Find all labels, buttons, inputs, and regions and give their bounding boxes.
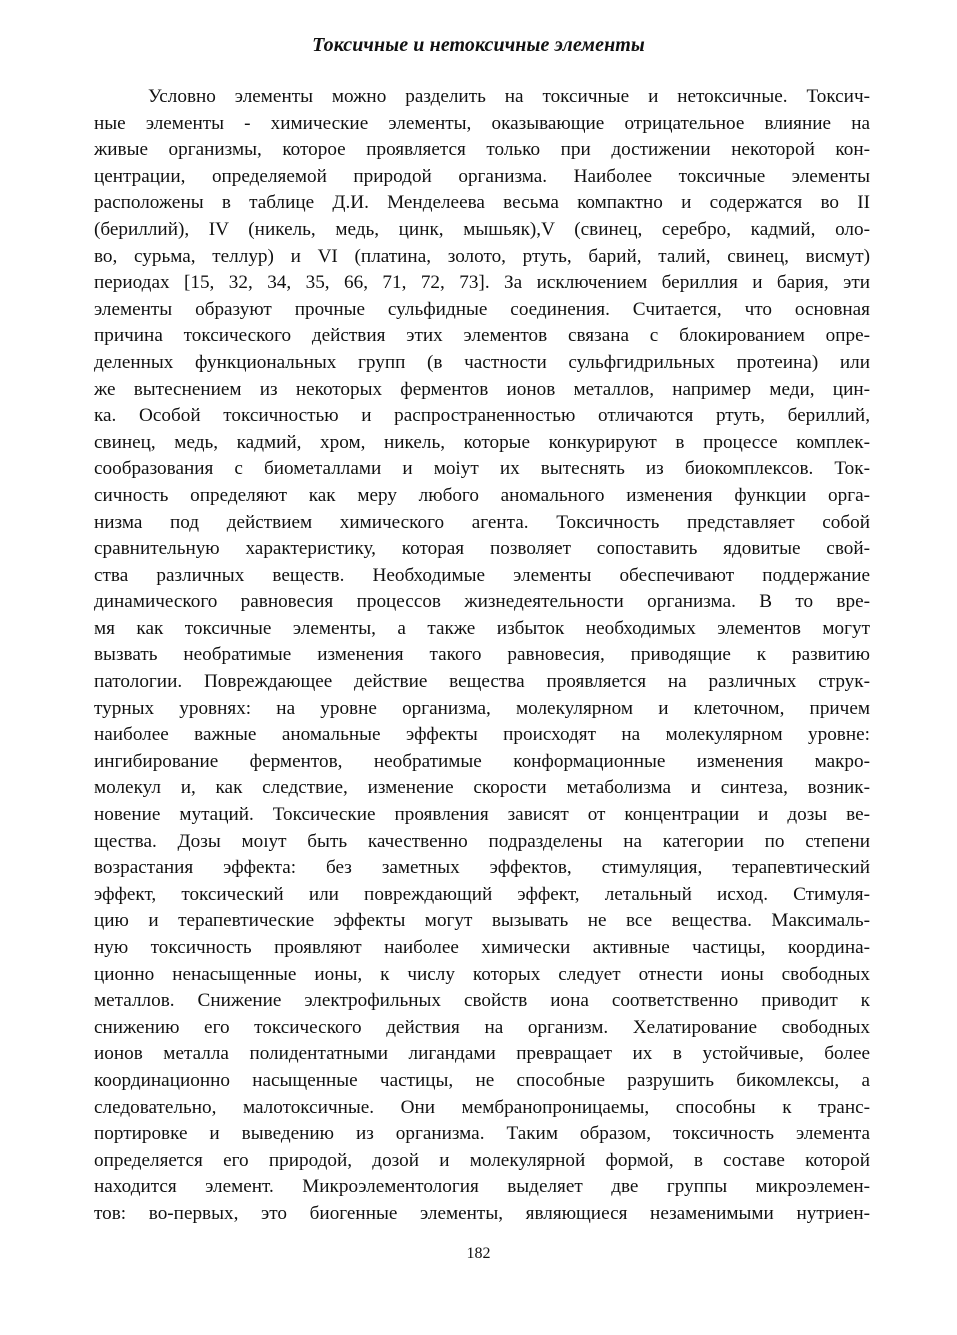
text-line: периодах [15, 32, 34, 35, 66, 71, 72, 73]. За исключением бериллия и бария, эти (94, 272, 870, 294)
text-line: патологии. Повреждающее действие вещества проявляется на различных струк- (94, 671, 870, 693)
text-line: расположены в таблице Д.И. Менделеева весьма компактно и содержатся во II (94, 192, 870, 214)
text-line: портировке и выведению из организма. Таким образом, токсичность элемента (94, 1123, 870, 1145)
text-line: определяется его природой, дозой и молекулярной формой, в составе которой (94, 1149, 870, 1171)
text-line: сравнительную характеристику, которая позволяет сопоставить ядовитые свой- (94, 538, 870, 560)
text-line: свинец, медь, кадмий, хром, никель, которые конкурируют в процессе комплек- (94, 431, 870, 453)
text-line: мя как токсичные элементы, а также избыток необходимых элементов могут (94, 617, 870, 639)
text-line: молекул и, как следствие, изменение скорости метаболизма и синтеза, возник- (94, 777, 870, 799)
text-line: цию и терапевтические эффекты могут вызывать не все вещества. Максималь- (94, 910, 870, 932)
text-line: возрастания эффекта: без заметных эффектов, стимуляция, терапевтический (94, 857, 870, 879)
text-line: металлов. Снижение электрофильных свойств иона соответственно приводит к (94, 990, 870, 1012)
text-line: ка. Особой токсичностью и распространенностью отличаются ртуть, бериллий, (94, 405, 870, 427)
text-line: ные элементы - химические элементы, оказывающие отрицательное влияние на (94, 112, 870, 134)
text-line: тов: во-первых, это биогенные элементы, являющиеся незаменимыми нутриен- (94, 1202, 870, 1224)
text-line: элементы образуют прочные сульфидные соединения. Считается, что основная (94, 298, 870, 320)
text-line: находится элемент. Микроэлементология выделяет две группы микроэлемен- (94, 1176, 870, 1198)
text-line: наиболее важные аномальные эффекты происходят на молекулярном уровне: (94, 724, 870, 746)
text-line: вызвать необратимые изменения такого равновесия, приводящие к развитию (94, 644, 870, 666)
text-line: новение мутаций. Токсические проявления зависят от концентрации и дозы ве- (94, 804, 870, 826)
text-line: (бериллий), IV (никель, медь, цинк, мышьяк),V (свинец, серебро, кадмий, оло- (94, 218, 870, 240)
text-line: причина токсического действия этих элементов связана с блокированием опре- (94, 325, 870, 347)
text-line: снижению его токсического действия на организм. Хелатирование свободных (94, 1016, 870, 1038)
text-line: ингибирование ферментов, необратимые конформационные изменения макро- (94, 750, 870, 772)
text-line: сичность определяют как меру любого аномального изменения функции орга- (94, 484, 870, 506)
text-line: же вытеснением из некоторых ферментов ионов металлов, например меди, цин- (94, 378, 870, 400)
text-line: ную токсичность проявляют наиболее химически активные частицы, координа- (94, 937, 870, 958)
text-line: живые организмы, которое проявляется только при достижении некоторой кон- (94, 139, 870, 161)
text-line: ионов металла полидентатными лигандами превращает их в устойчивые, более (94, 1043, 870, 1065)
text-line: следовательно, малотоксичные. Они мембранопроницаемы, способны к транс- (94, 1096, 870, 1118)
text-line: динамического равновесия процессов жизнедеятельности организма. В то вре- (94, 591, 870, 613)
text-line: эффект, токсический или повреждающий эффект, летальный исход. Стимуля- (94, 883, 870, 905)
text-line: сообразования с биометаллами и моiyт их вытеснять из биокомплексов. Ток- (94, 458, 870, 480)
text-line: ционно ненасыщенные ионы, к числу которых следует отнести ионы свободных (94, 963, 870, 985)
text-line: деленных функциональных групп (в частности сульфгидрильных протеина) или (94, 351, 870, 373)
text-line: Условно элементы можно разделить на токсичные и нетоксичные. Токсич- (148, 86, 870, 107)
text-line: ства различных веществ. Необходимые элементы обеспечивают поддержание (94, 564, 870, 586)
body-paragraph (94, 84, 870, 1228)
text-line: центрации, определяемой природой организма. Наиболее токсичные элементы (94, 165, 870, 187)
text-line: во, сурьма, теллур) и VI (платина, золото, ртуть, барий, талий, свинец, висмут) (94, 245, 870, 267)
page-title: Токсичные и нетоксичные элементы (312, 34, 645, 56)
text-line: координационно насыщенные частицы, не способные разрушить бикомлексы, а (94, 1069, 870, 1091)
text-line: низма под действием химического агента. Токсичность представляет собой (94, 511, 870, 533)
page-number: 182 (466, 1245, 491, 1262)
text-line: щества. Дозы моıут быть качественно подразделены на категории по степени (94, 830, 870, 852)
text-line: турных уровнях: на уровне организма, молекулярном и клеточном, причем (94, 697, 870, 719)
